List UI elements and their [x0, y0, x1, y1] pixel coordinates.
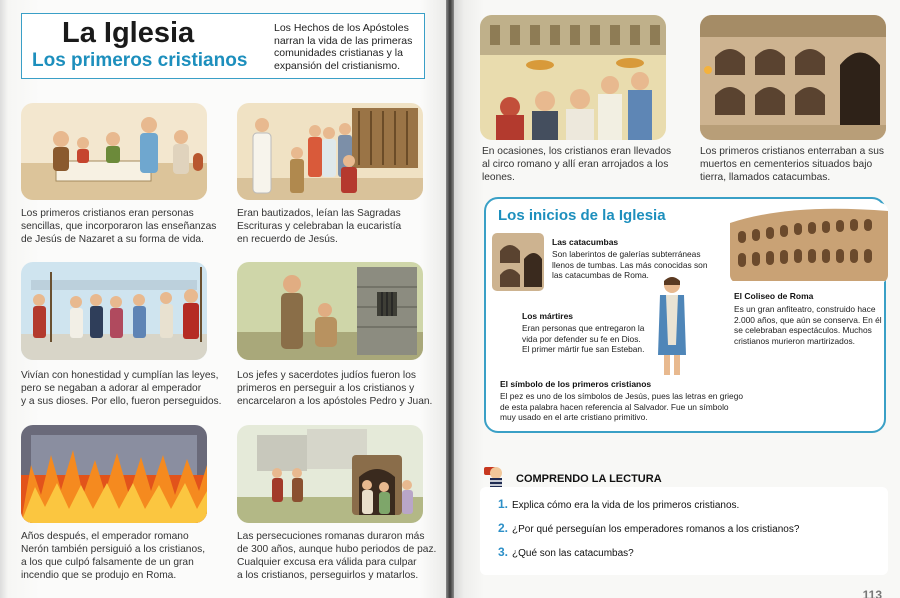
illustration-meal — [21, 103, 207, 200]
simbolo-heading: El símbolo de los primeros cristianos — [500, 379, 652, 389]
caption-1: Los primeros cristianos eran personas sencillas, que incorporaron las enseñanzas de Jesús de Nazaret a su forma de vida. — [21, 208, 217, 245]
illustration-baptism — [237, 103, 423, 200]
caption-circus: En ocasiones, los cristianos eran llevados al circo romano y allí eran arrojados a los leones. — [482, 146, 672, 183]
illustration-circus — [480, 15, 666, 140]
left-page — [0, 0, 446, 598]
inicios-title: Los inicios de la Iglesia — [498, 207, 666, 224]
catacombs-thumbnail — [492, 233, 544, 291]
question-3: 3. ¿Qué son las catacumbas? — [498, 545, 634, 559]
illustration-persecution — [237, 425, 423, 523]
caption-3: Vivían con honestidad y cumplían las leyes, pero se negaban a adorar al emperador y a sus dioses. Por ello, fueron perseguidos. — [21, 370, 222, 407]
questions-box — [480, 487, 888, 575]
simbolo-text: El pez es uno de los símbolos de Jesús, pues las letras en griego de esta palabra hacen referencia al Salvador. Fue un símbolo muy usado en el arte cristiano primitivo. — [500, 391, 744, 423]
question-1: 1. Explica cómo era la vida de los primeros cristianos. — [498, 497, 740, 511]
page-title: La Iglesia — [62, 17, 195, 49]
page-number: 113 — [862, 588, 882, 598]
coliseo-text: Es un gran anfiteatro, construido hace 2.000 años, que aún se conserva. En él se celebraban espectáculos. Muchos cristianos murieron martirizados. — [734, 304, 882, 346]
illustration-catacombs — [700, 15, 886, 140]
martires-heading: Los mártires — [522, 311, 574, 321]
coliseum-illustration — [730, 203, 888, 283]
illustration-prison — [237, 262, 423, 360]
martires-text: Eran personas que entregaron la vida por defender su fe en Dios. El primer mártir fue san Esteban. — [522, 323, 645, 355]
intro-text: Los Hechos de los Apóstoles narran la vida de las primeras comunidades cristianas y la expansión del cristianismo. — [274, 22, 413, 72]
coliseo-heading: El Coliseo de Roma — [734, 291, 814, 301]
page-subtitle: Los primeros cristianos — [32, 50, 248, 71]
catacumbas-heading: Las catacumbas — [552, 237, 619, 247]
catacumbas-text: Son laberintos de galerías subterráneas llenos de tumbas. Las más conocidas son las catacumbas de Roma. — [552, 249, 708, 281]
inicios-box — [484, 197, 886, 433]
question-2: 2. ¿Por qué perseguían los emperadores romanos a los cristianos? — [498, 521, 800, 535]
caption-6: Las persecuciones romanas duraron más de 300 años, aunque hubo periodos de paz. Cualquier excusa era válida para culpar a los cristianos, perseguirlos y matarlos. — [237, 531, 437, 581]
caption-5: Años después, el emperador romano Nerón también persiguió a los cristianos, a los que culpó falsamente de un gran incendio que se produjo en Roma. — [21, 531, 206, 581]
caption-4: Los jefes y sacerdotes judíos fueron los primeros en perseguir a los cristianos y encarcelaron a los apóstoles Pedro y Juan. — [237, 370, 433, 407]
title-box — [21, 13, 425, 79]
illustration-fire — [21, 425, 207, 523]
saint-stephen-figure — [654, 275, 690, 379]
caption-catacombs: Los primeros cristianos enterraban a sus muertos en cementerios situados bajo tierra, llamados catacumbas. — [700, 146, 885, 183]
right-page — [454, 0, 900, 598]
illustration-soldiers — [21, 262, 207, 360]
comprendo-title: COMPRENDO LA LECTURA — [516, 473, 662, 485]
book-gutter — [446, 0, 454, 598]
caption-2: Eran bautizados, leían las Sagradas Escrituras y celebraban la eucaristía en recuerdo de Jesús. — [237, 208, 402, 245]
